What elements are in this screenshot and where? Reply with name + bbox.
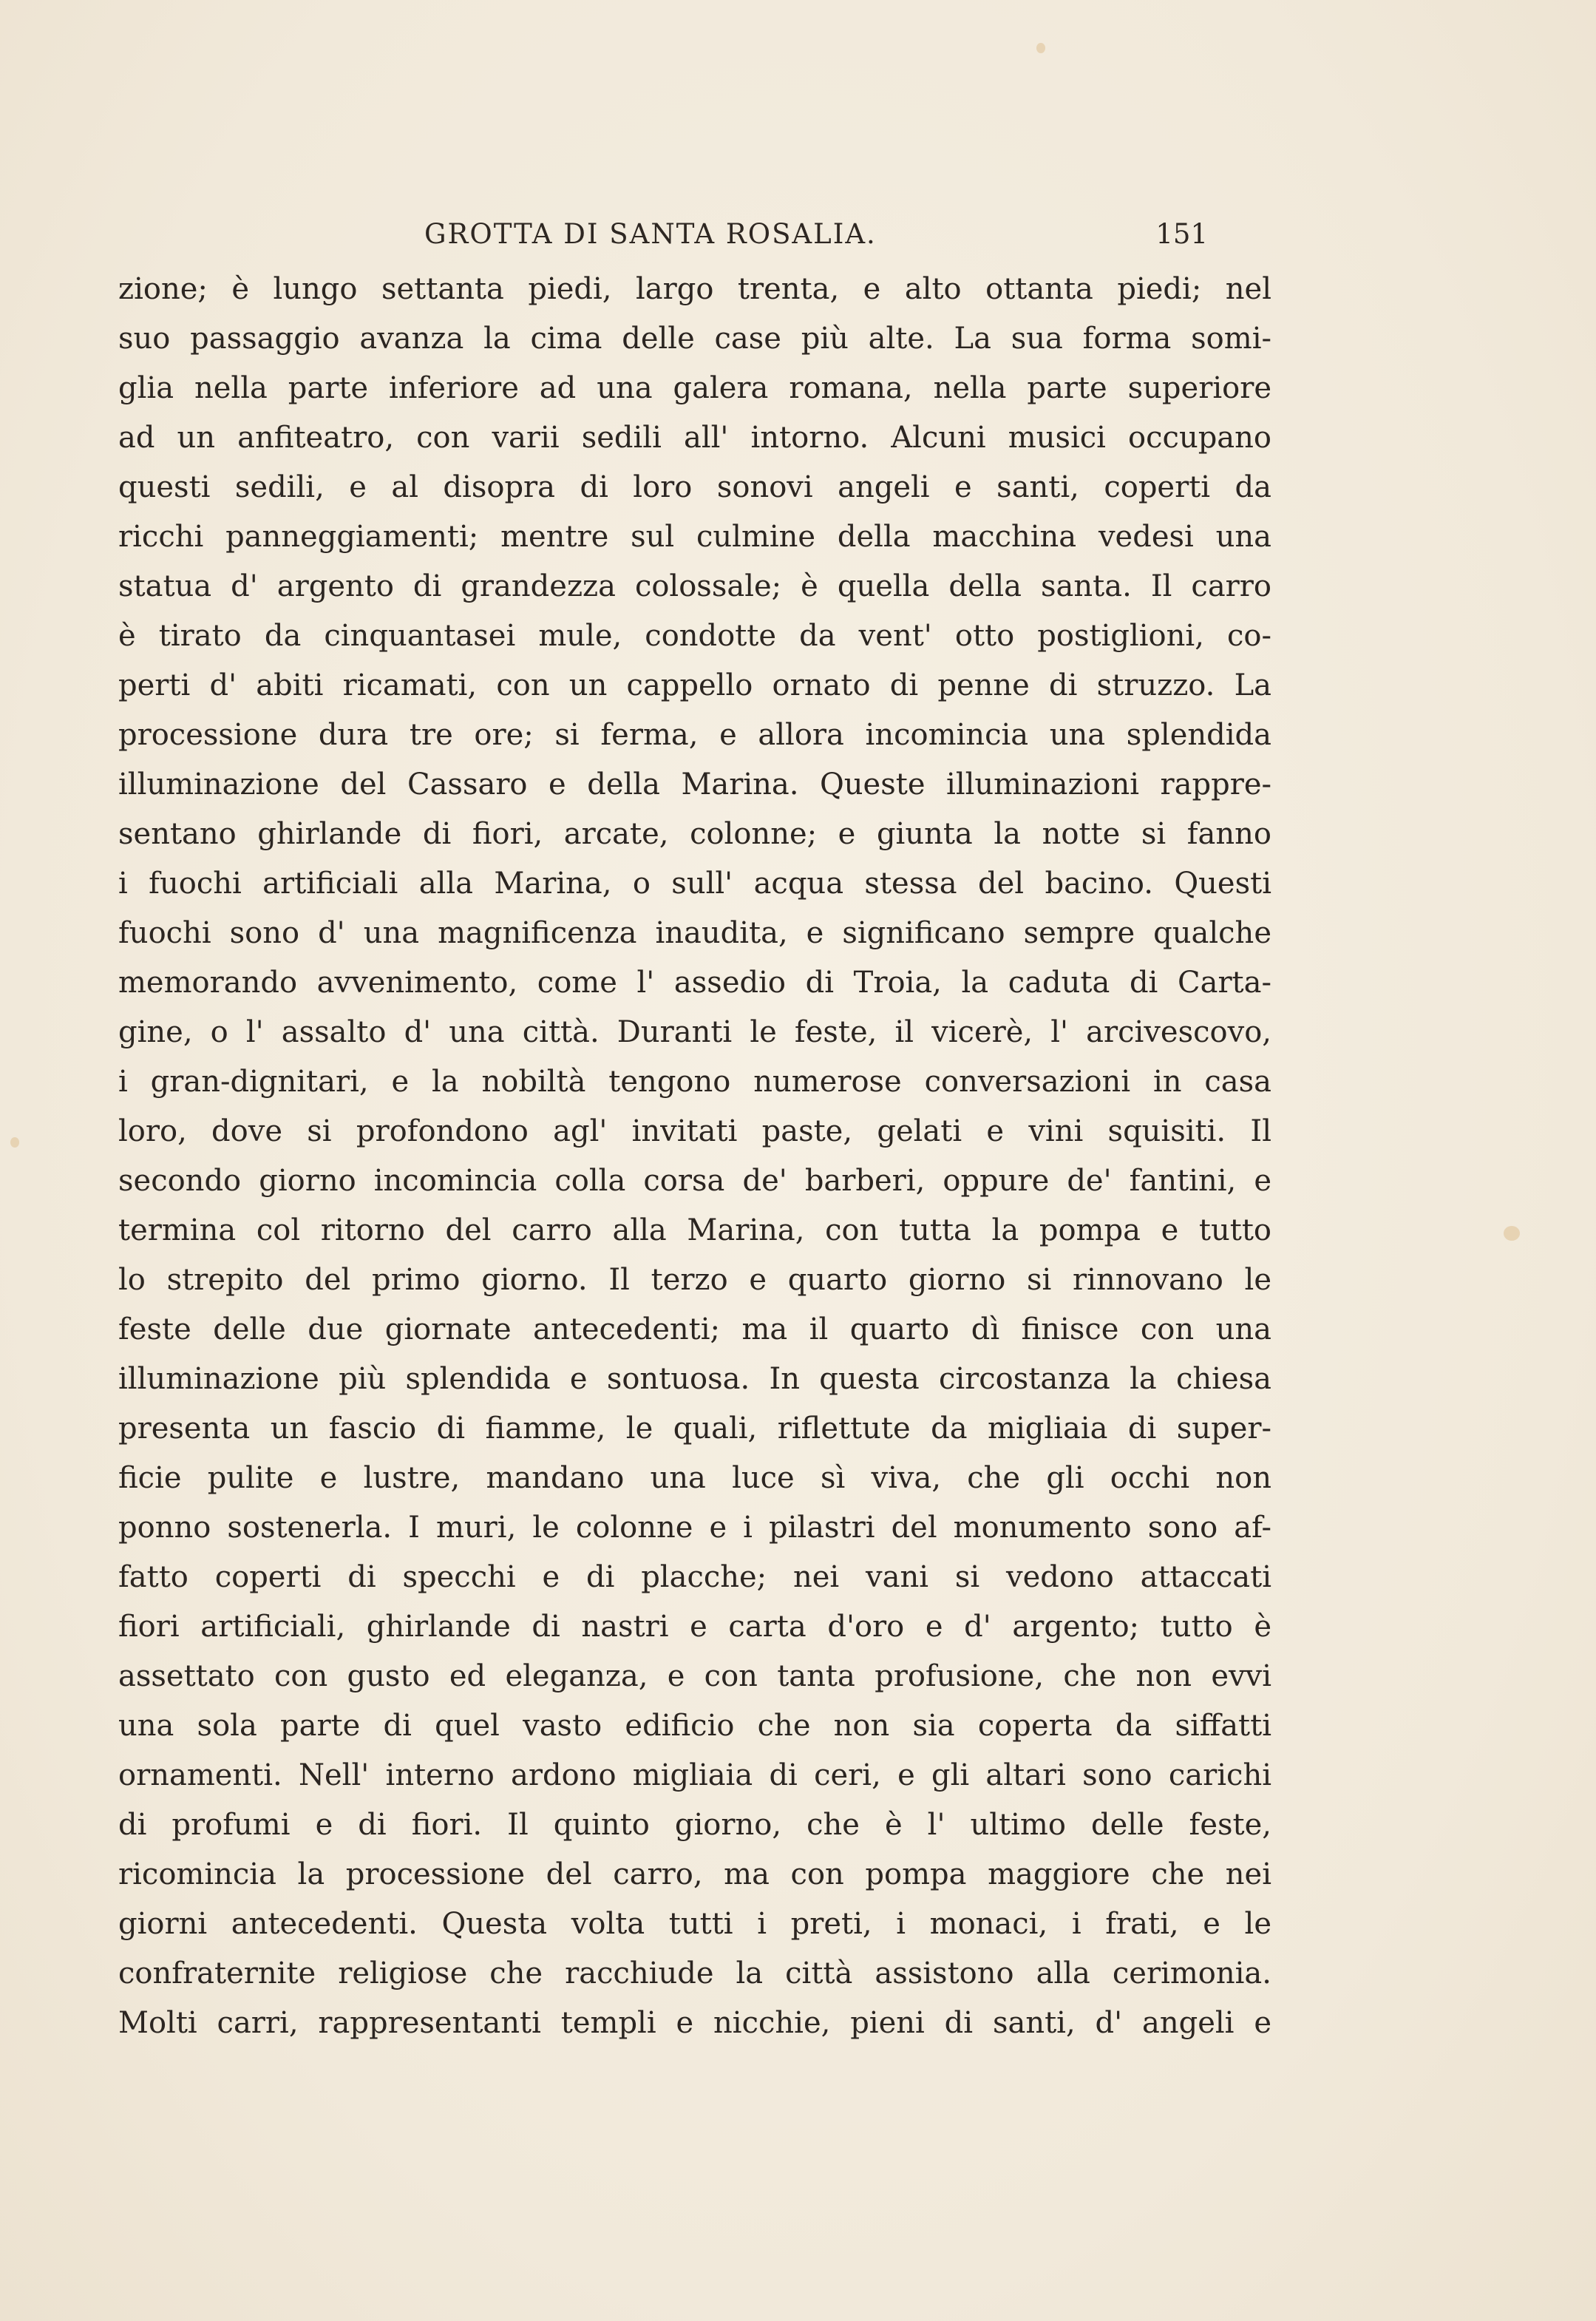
text-line: fuochi sono d' una magnificenza inaudita, e significano sempre qualche xyxy=(118,916,1271,950)
text-line: di profumi e di fiori. Il quinto giorno, che è l' ultimo delle feste, xyxy=(118,1808,1271,1842)
text-line: gine, o l' assalto d' una città. Duranti le feste, il vicerè, l' arcivescovo, xyxy=(118,1015,1271,1049)
page-number: 151 xyxy=(1155,218,1208,250)
text-line: feste delle due giornate antecedenti; ma il quarto dì finisce con una xyxy=(118,1312,1271,1346)
text-line: perti d' abiti ricamati, con un cappello ornato di penne di struzzo. La xyxy=(118,668,1271,702)
text-line: illuminazione più splendida e sontuosa. In questa circostanza la chiesa xyxy=(118,1362,1271,1396)
body-text xyxy=(118,265,1271,2048)
text-line: sentano ghirlande di fiori, arcate, colonne; e giunta la notte si fanno xyxy=(118,817,1271,851)
text-line: statua d' argento di grandezza colossale; è quella della santa. Il carro xyxy=(118,569,1271,603)
paper-stain xyxy=(1504,1226,1520,1241)
text-line: presenta un fascio di fiamme, le quali, riflettute da migliaia di super- xyxy=(118,1412,1271,1446)
text-line: fatto coperti di specchi e di placche; nei vani si vedono attaccati xyxy=(118,1560,1271,1594)
text-line: fiori artificiali, ghirlande di nastri e carta d'oro e d' argento; tutto è xyxy=(118,1610,1271,1644)
text-line: memorando avvenimento, come l' assedio di Troia, la caduta di Carta- xyxy=(118,966,1271,1000)
text-line: giorni antecedenti. Questa volta tutti i preti, i monaci, i frati, e le xyxy=(118,1907,1271,1941)
text-line: processione dura tre ore; si ferma, e allora incomincia una splendida xyxy=(118,718,1271,752)
paper-stain xyxy=(10,1137,19,1148)
text-line: illuminazione del Cassaro e della Marina. Queste illuminazioni rappre- xyxy=(118,768,1271,802)
text-line: i fuochi artificiali alla Marina, o sull' acqua stessa del bacino. Questi xyxy=(118,867,1271,901)
running-title: GROTTA DI SANTA ROSALIA. xyxy=(424,218,877,250)
text-line: ricomincia la processione del carro, ma con pompa maggiore che nei xyxy=(118,1857,1271,1891)
text-line: lo strepito del primo giorno. Il terzo e quarto giorno si rinnovano le xyxy=(118,1263,1271,1297)
paper-stain xyxy=(1036,43,1045,53)
page-header xyxy=(424,216,1208,253)
text-line: ponno sostenerla. I muri, le colonne e i pilastri del monumento sono af- xyxy=(118,1511,1271,1545)
text-line: è tirato da cinquantasei mule, condotte da vent' otto postiglioni, co- xyxy=(118,619,1271,653)
text-line: ornamenti. Nell' interno ardono migliaia di ceri, e gli altari sono carichi xyxy=(118,1758,1271,1792)
text-line: ficie pulite e lustre, mandano una luce sì viva, che gli occhi non xyxy=(118,1461,1271,1495)
text-line: secondo giorno incomincia colla corsa de' barberi, oppure de' fantini, e xyxy=(118,1164,1271,1198)
text-line: glia nella parte inferiore ad una galera romana, nella parte superiore xyxy=(118,371,1271,405)
text-line: loro, dove si profondono agl' invitati paste, gelati e vini squisiti. Il xyxy=(118,1114,1271,1148)
text-line: questi sedili, e al disopra di loro sonovi angeli e santi, coperti da xyxy=(118,470,1271,504)
text-line: ad un anfiteatro, con varii sedili all' intorno. Alcuni musici occupano xyxy=(118,421,1271,455)
text-line: suo passaggio avanza la cima delle case più alte. La sua forma somi- xyxy=(118,322,1271,356)
text-line: ricchi panneggiamenti; mentre sul culmine della macchina vedesi una xyxy=(118,520,1271,554)
text-line: termina col ritorno del carro alla Marina, con tutta la pompa e tutto xyxy=(118,1213,1271,1247)
text-line: Molti carri, rappresentanti templi e nicchie, pieni di santi, d' angeli e xyxy=(118,2006,1271,2040)
text-line: i gran-dignitari, e la nobiltà tengono numerose conversazioni in casa xyxy=(118,1065,1271,1099)
text-line: assettato con gusto ed eleganza, e con tanta profusione, che non evvi xyxy=(118,1659,1271,1693)
text-line: confraternite religiose che racchiude la città assistono alla cerimonia. xyxy=(118,1956,1271,1990)
text-line: una sola parte di quel vasto edificio che non sia coperta da siffatti xyxy=(118,1709,1271,1743)
text-line: zione; è lungo settanta piedi, largo trenta, e alto ottanta piedi; nel xyxy=(118,272,1271,306)
